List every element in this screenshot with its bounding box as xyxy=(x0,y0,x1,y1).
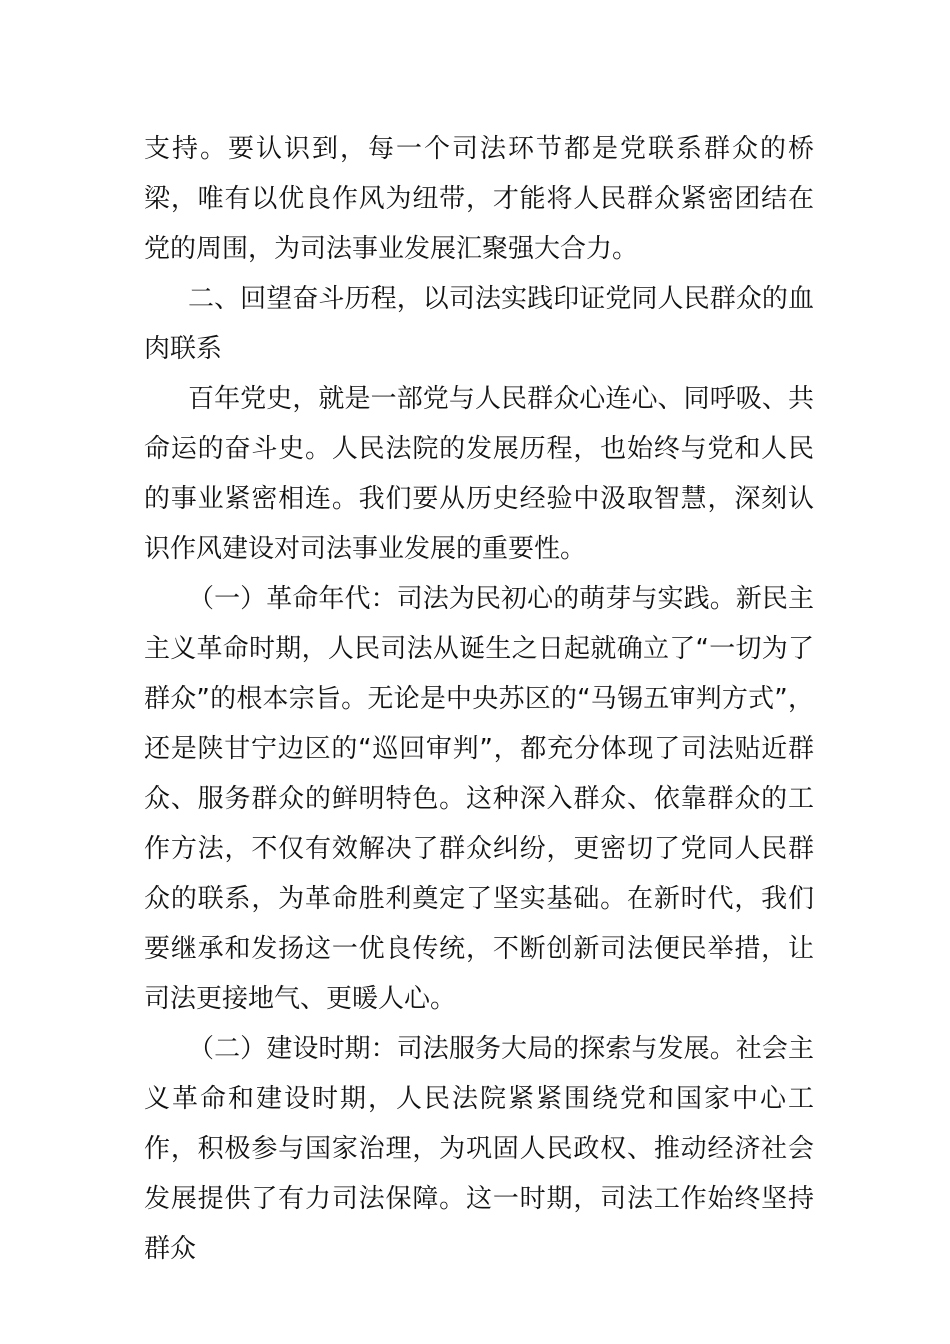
paragraph-continuation: 支持。要认识到，每一个司法环节都是党联系群众的桥梁，唯有以优良作风为纽带，才能将人民群众紧密团结在党的周围，为司法事业发展汇聚强大合力。 xyxy=(144,134,814,264)
section-heading: 二、回望奋斗历程，以司法实践印证党同人民群众的血肉联系 xyxy=(144,284,814,364)
document-body xyxy=(144,124,814,1274)
paragraph-intro: 百年党史，就是一部党与人民群众心连心、同呼吸、共命运的奋斗史。人民法院的发展历程，也始终与党和人民的事业紧密相连。我们要从历史经验中汲取智慧，深刻认识作风建设对司法事业发展的重要性。 xyxy=(144,384,814,564)
paragraph-construction-era: （二）建设时期：司法服务大局的探索与发展。社会主义革命和建设时期，人民法院紧紧围绕党和国家中心工作，积极参与国家治理，为巩固人民政权、推动经济社会发展提供了有力司法保障。这一时期，司法工作始终坚持群众 xyxy=(144,1034,814,1264)
paragraph-revolution-era: （一）革命年代：司法为民初心的萌芽与实践。新民主主义革命时期，人民司法从诞生之日起就确立了“一切为了群众”的根本宗旨。无论是中央苏区的“马锡五审判方式”，还是陕甘宁边区的“巡回审判”，都充分体现了司法贴近群众、服务群众的鲜明特色。这种深入群众、依靠群众的工作方法，不仅有效解决了群众纠纷，更密切了党同人民群众的联系，为革命胜利奠定了坚实基础。在新时代，我们要继承和发扬这一优良传统，不断创新司法便民举措，让司法更接地气、更暖人心。 xyxy=(144,584,814,1014)
